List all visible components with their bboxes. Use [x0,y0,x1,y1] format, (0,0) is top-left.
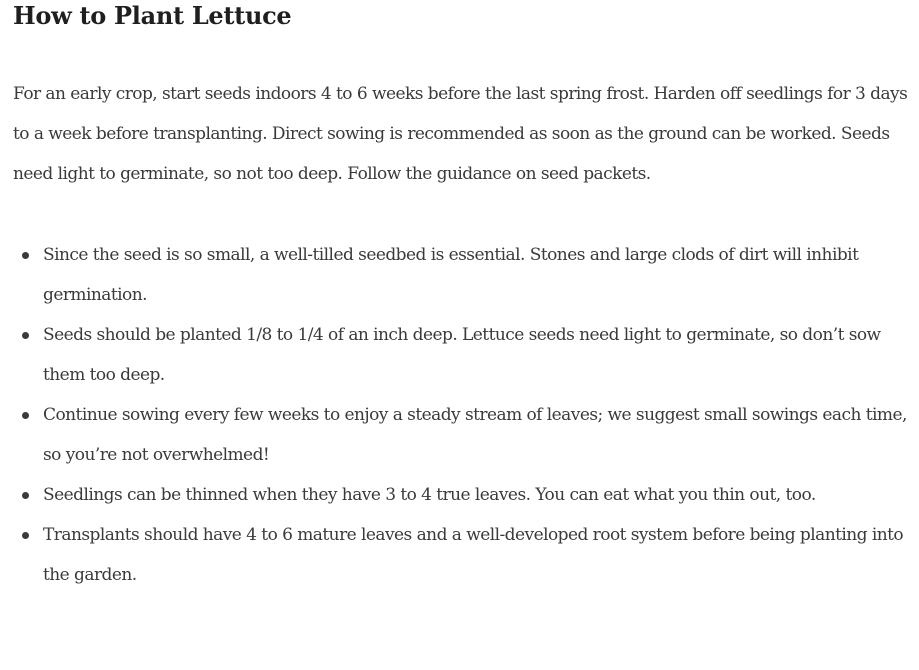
bullet-icon [22,412,29,419]
list-item-text: Transplants should have 4 to 6 mature leaves and a well-developed root system before being planting into the garden. [43,525,904,585]
intro-paragraph: For an early crop, start seeds indoors 4 to 6 weeks before the last spring frost. Harden off seedlings for 3 days to a week before transplanting. Direct sowing is recommended as soon as the ground can be worked. Seeds need light to germinate, so not too deep. Follow the guidance on seed packets. [13,84,908,184]
list-item [43,235,917,315]
planting-tips-list [13,235,917,595]
list-item [43,395,917,475]
section-heading: How to Plant Lettuce [13,1,292,30]
bullet-icon [22,492,29,499]
list-item-text: Seedlings can be thinned when they have 3 to 4 true leaves. You can eat what you thin out, too. [43,485,816,505]
list-item [43,515,917,595]
bullet-icon [22,332,29,339]
bullet-icon [22,252,29,259]
article [13,0,917,595]
list-item-text: Continue sowing every few weeks to enjoy a steady stream of leaves; we suggest small sowings each time, so you’re not overwhelmed! [43,405,907,465]
bullet-icon [22,532,29,539]
list-item [43,475,917,515]
list-item-text: Seeds should be planted 1/8 to 1/4 of an inch deep. Lettuce seeds need light to germinate, so don’t sow them too deep. [43,325,881,385]
list-item [43,315,917,395]
list-item-text: Since the seed is so small, a well-tilled seedbed is essential. Stones and large clods of dirt will inhibit germination. [43,245,859,305]
